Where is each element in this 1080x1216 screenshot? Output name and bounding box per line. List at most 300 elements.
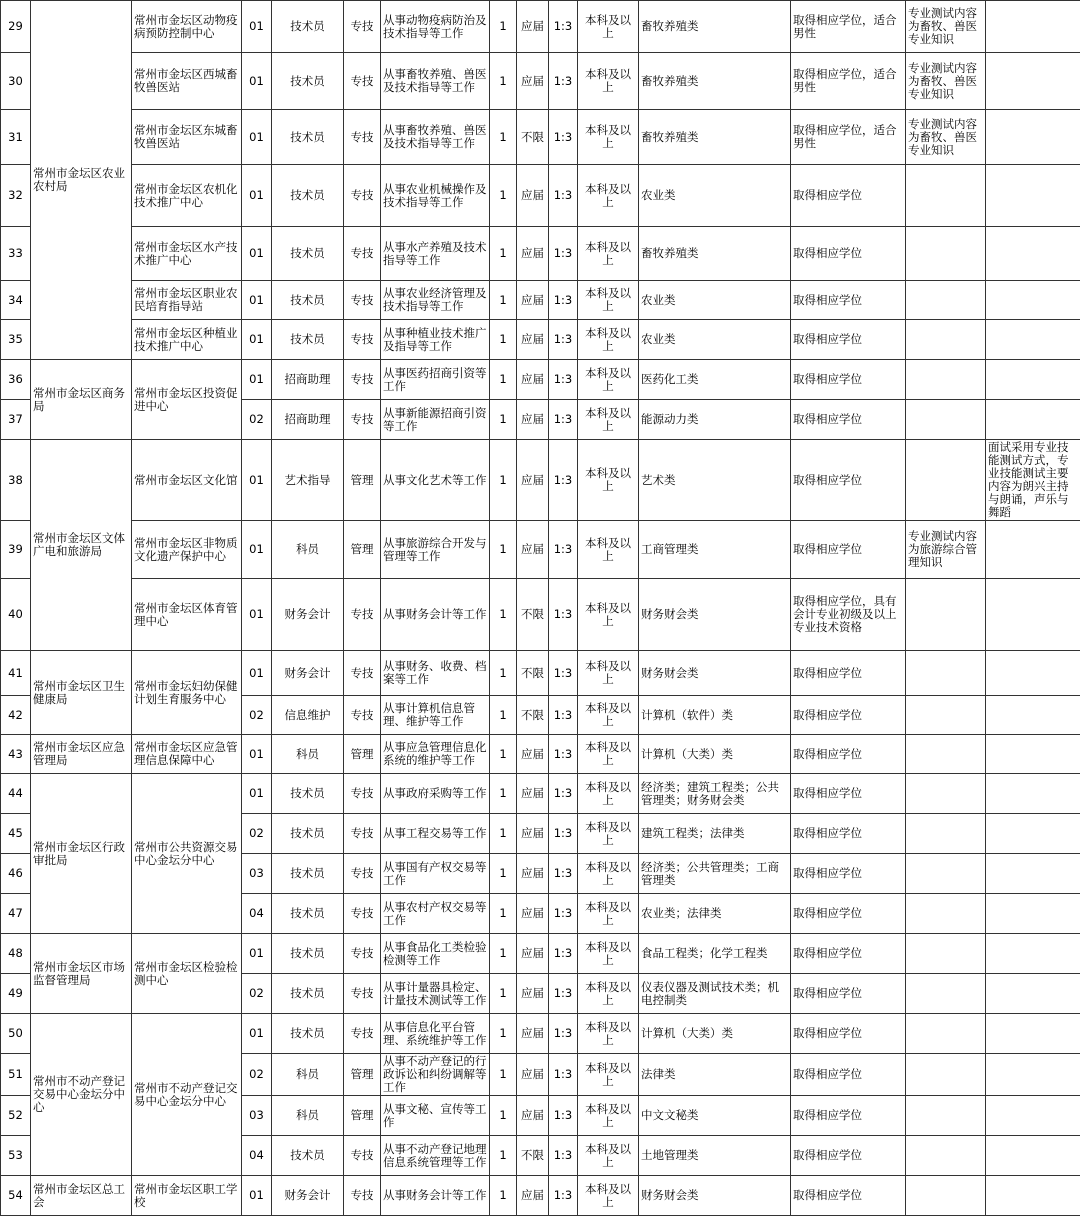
test-content-cell: [906, 227, 986, 281]
department-cell: 常州市金坛区文体广电和旅游局: [31, 440, 132, 651]
post-category-cell: 专技: [344, 934, 381, 974]
table-body: [1, 1, 1080, 1216]
row-number: 49: [1, 974, 31, 1014]
test-content-cell: [906, 440, 986, 521]
job-description-cell: 从事政府采购等工作: [381, 774, 490, 814]
major-cell: 仪表仪器及测试技术类；机电控制类: [639, 974, 791, 1014]
post-code-cell: 01: [242, 1176, 272, 1216]
job-description-cell: 从事不动产登记地理信息系统管理等工作: [381, 1136, 490, 1176]
target-cell: 应届: [517, 440, 549, 521]
unit-cell: 常州市金坛区动物疫病预防控制中心: [132, 1, 242, 53]
unit-cell: 常州市金坛妇幼保健计划生育服务中心: [132, 651, 242, 735]
education-cell: 本科及以上: [578, 1136, 639, 1176]
target-cell: 不限: [517, 579, 549, 651]
other-requirements-cell: 取得相应学位: [791, 227, 906, 281]
job-description-cell: 从事计量器具检定、计量技术测试等工作: [381, 974, 490, 1014]
ratio-cell: 1:3: [549, 579, 578, 651]
row-number: 40: [1, 579, 31, 651]
note-cell: [986, 521, 1080, 579]
post-code-cell: 03: [242, 854, 272, 894]
row-number: 39: [1, 521, 31, 579]
major-cell: 财务财会类: [639, 1176, 791, 1216]
post-code-cell: 02: [242, 696, 272, 735]
post-name-cell: 招商助理: [272, 400, 344, 440]
post-category-cell: 管理: [344, 521, 381, 579]
major-cell: 财务财会类: [639, 579, 791, 651]
note-cell: [986, 110, 1080, 165]
note-cell: [986, 1014, 1080, 1054]
row-number: 38: [1, 440, 31, 521]
row-number: 33: [1, 227, 31, 281]
target-cell: 不限: [517, 696, 549, 735]
post-code-cell: 01: [242, 281, 272, 320]
education-cell: 本科及以上: [578, 521, 639, 579]
headcount-cell: 1: [490, 440, 517, 521]
row-number: 45: [1, 814, 31, 854]
post-category-cell: 专技: [344, 814, 381, 854]
post-name-cell: 财务会计: [272, 1176, 344, 1216]
post-category-cell: 专技: [344, 1014, 381, 1054]
note-cell: [986, 651, 1080, 696]
unit-cell: 常州市金坛区东城畜牧兽医站: [132, 110, 242, 165]
unit-cell: 常州市金坛区文化馆: [132, 440, 242, 521]
post-name-cell: 科员: [272, 735, 344, 774]
ratio-cell: 1:3: [549, 814, 578, 854]
target-cell: 应届: [517, 934, 549, 974]
other-requirements-cell: 取得相应学位: [791, 814, 906, 854]
table-row: [1, 53, 1080, 110]
headcount-cell: 1: [490, 1176, 517, 1216]
education-cell: 本科及以上: [578, 110, 639, 165]
row-number: 47: [1, 894, 31, 934]
table-row: [1, 521, 1080, 579]
table-row: [1, 281, 1080, 320]
other-requirements-cell: 取得相应学位: [791, 440, 906, 521]
post-code-cell: 04: [242, 894, 272, 934]
post-code-cell: 04: [242, 1136, 272, 1176]
unit-cell: 常州市金坛区水产技术推广中心: [132, 227, 242, 281]
post-category-cell: 专技: [344, 696, 381, 735]
target-cell: 应届: [517, 165, 549, 227]
headcount-cell: 1: [490, 1, 517, 53]
table-row: [1, 1, 1080, 53]
other-requirements-cell: 取得相应学位: [791, 854, 906, 894]
test-content-cell: [906, 400, 986, 440]
row-number: 42: [1, 696, 31, 735]
row-number: 30: [1, 53, 31, 110]
post-name-cell: 技术员: [272, 1136, 344, 1176]
note-cell: [986, 1, 1080, 53]
note-cell: [986, 579, 1080, 651]
ratio-cell: 1:3: [549, 165, 578, 227]
ratio-cell: 1:3: [549, 1014, 578, 1054]
row-number: 31: [1, 110, 31, 165]
major-cell: 艺术类: [639, 440, 791, 521]
test-content-cell: [906, 1054, 986, 1096]
unit-cell: 常州市金坛区体育管理中心: [132, 579, 242, 651]
target-cell: 应届: [517, 1, 549, 53]
education-cell: 本科及以上: [578, 1014, 639, 1054]
post-name-cell: 科员: [272, 1096, 344, 1136]
unit-cell: 常州市金坛区投资促进中心: [132, 360, 242, 440]
other-requirements-cell: 取得相应学位，适合男性: [791, 110, 906, 165]
post-name-cell: 艺术指导: [272, 440, 344, 521]
headcount-cell: 1: [490, 974, 517, 1014]
test-content-cell: [906, 1136, 986, 1176]
other-requirements-cell: 取得相应学位: [791, 320, 906, 360]
post-category-cell: 管理: [344, 1054, 381, 1096]
unit-cell: 常州市金坛区西城畜牧兽医站: [132, 53, 242, 110]
other-requirements-cell: 取得相应学位: [791, 1014, 906, 1054]
table-row: [1, 320, 1080, 360]
headcount-cell: 1: [490, 735, 517, 774]
job-description-cell: 从事水产养殖及技术指导等工作: [381, 227, 490, 281]
test-content-cell: [906, 696, 986, 735]
row-number: 32: [1, 165, 31, 227]
post-category-cell: 专技: [344, 400, 381, 440]
major-cell: 工商管理类: [639, 521, 791, 579]
row-number: 48: [1, 934, 31, 974]
other-requirements-cell: 取得相应学位: [791, 774, 906, 814]
target-cell: 应届: [517, 1176, 549, 1216]
post-category-cell: 专技: [344, 227, 381, 281]
ratio-cell: 1:3: [549, 774, 578, 814]
post-name-cell: 技术员: [272, 774, 344, 814]
post-code-cell: 01: [242, 579, 272, 651]
test-content-cell: [906, 774, 986, 814]
major-cell: 计算机（大类）类: [639, 1014, 791, 1054]
table-row: [1, 774, 1080, 814]
post-category-cell: 专技: [344, 894, 381, 934]
job-description-cell: 从事动物疫病防治及技术指导等工作: [381, 1, 490, 53]
target-cell: 应届: [517, 281, 549, 320]
job-description-cell: 从事畜牧养殖、兽医及技术指导等工作: [381, 53, 490, 110]
ratio-cell: 1:3: [549, 934, 578, 974]
major-cell: 食品工程类；化学工程类: [639, 934, 791, 974]
education-cell: 本科及以上: [578, 735, 639, 774]
note-cell: [986, 1054, 1080, 1096]
major-cell: 农业类；法律类: [639, 894, 791, 934]
post-code-cell: 01: [242, 360, 272, 400]
job-description-cell: 从事农业经济管理及技术指导等工作: [381, 281, 490, 320]
post-name-cell: 技术员: [272, 320, 344, 360]
post-code-cell: 01: [242, 165, 272, 227]
other-requirements-cell: 取得相应学位，适合男性: [791, 53, 906, 110]
headcount-cell: 1: [490, 110, 517, 165]
headcount-cell: 1: [490, 696, 517, 735]
table-row: [1, 651, 1080, 696]
note-cell: [986, 227, 1080, 281]
target-cell: 不限: [517, 110, 549, 165]
major-cell: 医药化工类: [639, 360, 791, 400]
post-name-cell: 技术员: [272, 165, 344, 227]
ratio-cell: 1:3: [549, 651, 578, 696]
education-cell: 本科及以上: [578, 281, 639, 320]
post-name-cell: 财务会计: [272, 579, 344, 651]
ratio-cell: 1:3: [549, 854, 578, 894]
table-row: [1, 579, 1080, 651]
post-name-cell: 技术员: [272, 53, 344, 110]
headcount-cell: 1: [490, 400, 517, 440]
ratio-cell: 1:3: [549, 440, 578, 521]
other-requirements-cell: 取得相应学位: [791, 281, 906, 320]
other-requirements-cell: 取得相应学位: [791, 521, 906, 579]
target-cell: 应届: [517, 521, 549, 579]
note-cell: [986, 281, 1080, 320]
department-cell: 常州市金坛区行政审批局: [31, 774, 132, 934]
job-description-cell: 从事文化艺术等工作: [381, 440, 490, 521]
row-number: 36: [1, 360, 31, 400]
ratio-cell: 1:3: [549, 894, 578, 934]
note-cell: [986, 934, 1080, 974]
note-cell: [986, 814, 1080, 854]
unit-cell: 常州市金坛区非物质文化遗产保护中心: [132, 521, 242, 579]
row-number: 46: [1, 854, 31, 894]
note-cell: [986, 974, 1080, 1014]
target-cell: 应届: [517, 735, 549, 774]
other-requirements-cell: 取得相应学位: [791, 400, 906, 440]
test-content-cell: 专业测试内容为畜牧、兽医专业知识: [906, 1, 986, 53]
target-cell: 不限: [517, 651, 549, 696]
test-content-cell: [906, 1176, 986, 1216]
department-cell: 常州市金坛区应急管理局: [31, 735, 132, 774]
major-cell: 建筑工程类；法律类: [639, 814, 791, 854]
note-cell: 面试采用专业技能测试方式，专业技能测试主要内容为朗兴主持与朗诵，声乐与舞蹈: [986, 440, 1080, 521]
post-category-cell: 专技: [344, 854, 381, 894]
post-category-cell: 专技: [344, 974, 381, 1014]
post-category-cell: 专技: [344, 360, 381, 400]
job-description-cell: 从事种植业技术推广及指导等工作: [381, 320, 490, 360]
post-code-cell: 01: [242, 735, 272, 774]
post-code-cell: 01: [242, 774, 272, 814]
post-category-cell: 专技: [344, 53, 381, 110]
headcount-cell: 1: [490, 854, 517, 894]
other-requirements-cell: 取得相应学位: [791, 696, 906, 735]
table-row: [1, 1176, 1080, 1216]
unit-cell: 常州市金坛区种植业技术推广中心: [132, 320, 242, 360]
headcount-cell: 1: [490, 1136, 517, 1176]
education-cell: 本科及以上: [578, 440, 639, 521]
post-code-cell: 02: [242, 814, 272, 854]
education-cell: 本科及以上: [578, 696, 639, 735]
post-code-cell: 01: [242, 440, 272, 521]
ratio-cell: 1:3: [549, 1096, 578, 1136]
post-name-cell: 招商助理: [272, 360, 344, 400]
row-number: 53: [1, 1136, 31, 1176]
education-cell: 本科及以上: [578, 1, 639, 53]
major-cell: 农业类: [639, 320, 791, 360]
note-cell: [986, 854, 1080, 894]
post-code-cell: 01: [242, 320, 272, 360]
target-cell: 应届: [517, 1054, 549, 1096]
post-code-cell: 01: [242, 227, 272, 281]
post-code-cell: 01: [242, 521, 272, 579]
ratio-cell: 1:3: [549, 110, 578, 165]
post-name-cell: 技术员: [272, 1, 344, 53]
headcount-cell: 1: [490, 894, 517, 934]
post-name-cell: 技术员: [272, 934, 344, 974]
other-requirements-cell: 取得相应学位: [791, 735, 906, 774]
education-cell: 本科及以上: [578, 227, 639, 281]
department-cell: 常州市金坛区卫生健康局: [31, 651, 132, 735]
headcount-cell: 1: [490, 1014, 517, 1054]
ratio-cell: 1:3: [549, 1054, 578, 1096]
headcount-cell: 1: [490, 281, 517, 320]
target-cell: 应届: [517, 360, 549, 400]
test-content-cell: 专业测试内容为畜牧、兽医专业知识: [906, 110, 986, 165]
note-cell: [986, 320, 1080, 360]
headcount-cell: 1: [490, 360, 517, 400]
post-name-cell: 技术员: [272, 227, 344, 281]
post-category-cell: 管理: [344, 440, 381, 521]
major-cell: 农业类: [639, 281, 791, 320]
headcount-cell: 1: [490, 934, 517, 974]
note-cell: [986, 696, 1080, 735]
headcount-cell: 1: [490, 521, 517, 579]
note-cell: [986, 360, 1080, 400]
headcount-cell: 1: [490, 814, 517, 854]
test-content-cell: [906, 854, 986, 894]
post-category-cell: 专技: [344, 281, 381, 320]
headcount-cell: 1: [490, 320, 517, 360]
headcount-cell: 1: [490, 53, 517, 110]
headcount-cell: 1: [490, 579, 517, 651]
headcount-cell: 1: [490, 774, 517, 814]
note-cell: [986, 1096, 1080, 1136]
post-name-cell: 技术员: [272, 854, 344, 894]
post-name-cell: 技术员: [272, 1014, 344, 1054]
post-code-cell: 01: [242, 1014, 272, 1054]
note-cell: [986, 735, 1080, 774]
education-cell: 本科及以上: [578, 320, 639, 360]
note-cell: [986, 774, 1080, 814]
major-cell: 畜牧养殖类: [639, 1, 791, 53]
table-row: [1, 110, 1080, 165]
headcount-cell: 1: [490, 1054, 517, 1096]
post-name-cell: 技术员: [272, 814, 344, 854]
test-content-cell: [906, 579, 986, 651]
unit-cell: 常州市金坛区农机化技术推广中心: [132, 165, 242, 227]
other-requirements-cell: 取得相应学位: [791, 934, 906, 974]
test-content-cell: [906, 1096, 986, 1136]
unit-cell: 常州市不动产登记交易中心金坛分中心: [132, 1014, 242, 1176]
job-description-cell: 从事财务、收费、档案等工作: [381, 651, 490, 696]
job-description-cell: 从事畜牧养殖、兽医及技术指导等工作: [381, 110, 490, 165]
job-description-cell: 从事农村产权交易等工作: [381, 894, 490, 934]
major-cell: 财务财会类: [639, 651, 791, 696]
other-requirements-cell: 取得相应学位: [791, 894, 906, 934]
post-code-cell: 01: [242, 110, 272, 165]
education-cell: 本科及以上: [578, 894, 639, 934]
post-category-cell: 专技: [344, 1176, 381, 1216]
post-code-cell: 02: [242, 400, 272, 440]
job-description-cell: 从事计算机信息管理、维护等工作: [381, 696, 490, 735]
row-number: 29: [1, 1, 31, 53]
job-description-cell: 从事财务会计等工作: [381, 1176, 490, 1216]
job-description-cell: 从事工程交易等工作: [381, 814, 490, 854]
test-content-cell: [906, 281, 986, 320]
other-requirements-cell: 取得相应学位: [791, 1096, 906, 1136]
post-name-cell: 技术员: [272, 974, 344, 1014]
job-description-cell: 从事应急管理信息化系统的维护等工作: [381, 735, 490, 774]
education-cell: 本科及以上: [578, 814, 639, 854]
target-cell: 不限: [517, 1136, 549, 1176]
major-cell: 能源动力类: [639, 400, 791, 440]
note-cell: [986, 1176, 1080, 1216]
major-cell: 土地管理类: [639, 1136, 791, 1176]
major-cell: 法律类: [639, 1054, 791, 1096]
education-cell: 本科及以上: [578, 1096, 639, 1136]
job-description-cell: 从事食品化工类检验检测等工作: [381, 934, 490, 974]
other-requirements-cell: 取得相应学位: [791, 1176, 906, 1216]
headcount-cell: 1: [490, 651, 517, 696]
post-code-cell: 01: [242, 53, 272, 110]
ratio-cell: 1:3: [549, 1136, 578, 1176]
education-cell: 本科及以上: [578, 360, 639, 400]
test-content-cell: [906, 934, 986, 974]
table-row: [1, 440, 1080, 521]
education-cell: 本科及以上: [578, 579, 639, 651]
major-cell: 畜牧养殖类: [639, 110, 791, 165]
ratio-cell: 1:3: [549, 974, 578, 1014]
other-requirements-cell: 取得相应学位，适合男性: [791, 1, 906, 53]
headcount-cell: 1: [490, 1096, 517, 1136]
headcount-cell: 1: [490, 227, 517, 281]
test-content-cell: [906, 894, 986, 934]
row-number: 37: [1, 400, 31, 440]
other-requirements-cell: 取得相应学位: [791, 651, 906, 696]
row-number: 41: [1, 651, 31, 696]
ratio-cell: 1:3: [549, 281, 578, 320]
post-name-cell: 信息维护: [272, 696, 344, 735]
job-description-cell: 从事农业机械操作及技术指导等工作: [381, 165, 490, 227]
post-name-cell: 财务会计: [272, 651, 344, 696]
department-cell: 常州市金坛区总工会: [31, 1176, 132, 1216]
table-row: [1, 934, 1080, 974]
major-cell: 计算机（大类）类: [639, 735, 791, 774]
major-cell: 经济类；建筑工程类；公共管理类；财务财会类: [639, 774, 791, 814]
post-category-cell: 专技: [344, 1136, 381, 1176]
major-cell: 经济类；公共管理类；工商管理类: [639, 854, 791, 894]
test-content-cell: [906, 814, 986, 854]
other-requirements-cell: 取得相应学位: [791, 1136, 906, 1176]
row-number: 51: [1, 1054, 31, 1096]
ratio-cell: 1:3: [549, 400, 578, 440]
note-cell: [986, 1136, 1080, 1176]
post-name-cell: 科员: [272, 521, 344, 579]
row-number: 35: [1, 320, 31, 360]
department-cell: 常州市金坛区市场监督管理局: [31, 934, 132, 1014]
target-cell: 应届: [517, 814, 549, 854]
note-cell: [986, 53, 1080, 110]
department-cell: 常州市金坛区农业农村局: [31, 1, 132, 360]
row-number: 34: [1, 281, 31, 320]
post-name-cell: 科员: [272, 1054, 344, 1096]
post-name-cell: 技术员: [272, 894, 344, 934]
ratio-cell: 1:3: [549, 53, 578, 110]
post-category-cell: 专技: [344, 320, 381, 360]
target-cell: 应届: [517, 774, 549, 814]
post-name-cell: 技术员: [272, 281, 344, 320]
unit-cell: 常州市金坛区应急管理信息保障中心: [132, 735, 242, 774]
row-number: 50: [1, 1014, 31, 1054]
table-row: [1, 360, 1080, 400]
row-number: 52: [1, 1096, 31, 1136]
ratio-cell: 1:3: [549, 1, 578, 53]
ratio-cell: 1:3: [549, 1176, 578, 1216]
test-content-cell: [906, 360, 986, 400]
post-name-cell: 技术员: [272, 110, 344, 165]
